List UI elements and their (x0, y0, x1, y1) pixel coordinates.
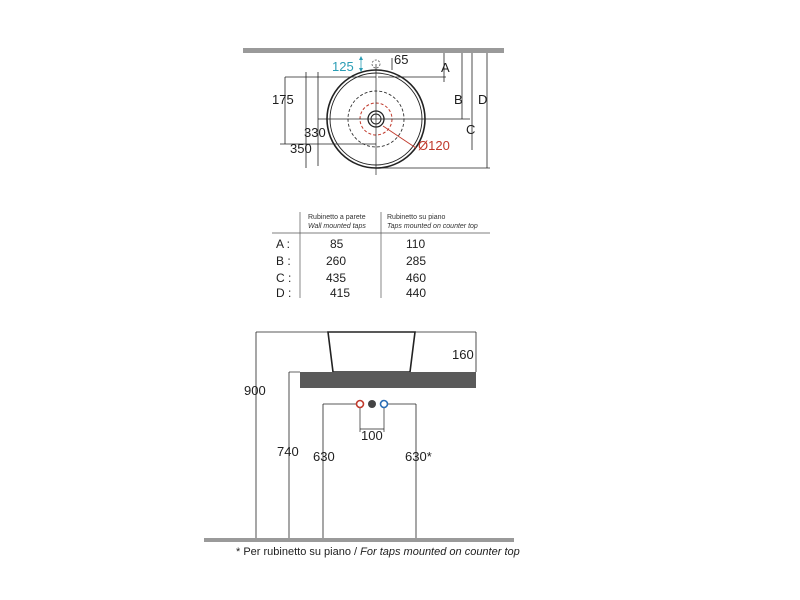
dim-65-label: 65 (394, 52, 409, 67)
floor-bar (204, 538, 514, 542)
row-wall-value: 415 (330, 286, 351, 300)
dim-330-label: 330 (304, 125, 326, 140)
row-label: C : (276, 271, 292, 285)
header-wall-en: Wall mounted taps (308, 223, 366, 230)
header-counter-en: Taps mounted on counter top (387, 223, 478, 230)
row-counter-value: 285 (406, 254, 427, 268)
teal-arrow-up (359, 56, 363, 60)
drain-outlet-icon (368, 400, 376, 408)
row-label: A : (276, 237, 291, 251)
row-counter-value: 440 (406, 286, 427, 300)
cold-water-tap-icon (381, 401, 388, 408)
footnote-it: * Per rubinetto su piano / (236, 546, 361, 558)
header-counter-it: Rubinetto su piano (387, 214, 446, 221)
footnote (236, 546, 520, 558)
dim-125-label: 125 (332, 59, 354, 74)
row-label: B : (276, 254, 291, 268)
row-wall-value: 260 (326, 254, 347, 268)
countertop (300, 372, 476, 388)
top-view (243, 48, 504, 175)
wall-bar-top (243, 48, 504, 53)
header-wall-it: Rubinetto a parete (308, 214, 366, 221)
dim-740-label: 740 (277, 444, 299, 459)
dim-630-star-label: 630* (405, 449, 432, 464)
label-c: C (466, 122, 476, 137)
row-wall-value: 435 (326, 271, 347, 285)
dim-350-label: 350 (290, 141, 312, 156)
dimension-table (272, 212, 490, 300)
row-counter-value: 110 (406, 237, 426, 251)
dim-160-label: 160 (452, 347, 474, 362)
label-a: A (441, 60, 450, 75)
dim-diameter-label: Ø120 (418, 138, 450, 153)
side-view (204, 332, 514, 542)
footnote-en: For taps mounted on counter top (360, 546, 520, 558)
dim-900-label: 900 (244, 383, 266, 398)
row-counter-value: 460 (406, 271, 427, 285)
basin-profile (328, 332, 415, 372)
label-d: D (478, 92, 488, 107)
dim-100-label: 100 (361, 428, 383, 443)
hot-water-tap-icon (357, 401, 364, 408)
dim-630-label: 630 (313, 449, 335, 464)
row-label: D : (276, 286, 292, 300)
label-b: B (454, 92, 463, 107)
dim-175-label: 175 (272, 92, 294, 107)
row-wall-value: 85 (330, 237, 344, 251)
